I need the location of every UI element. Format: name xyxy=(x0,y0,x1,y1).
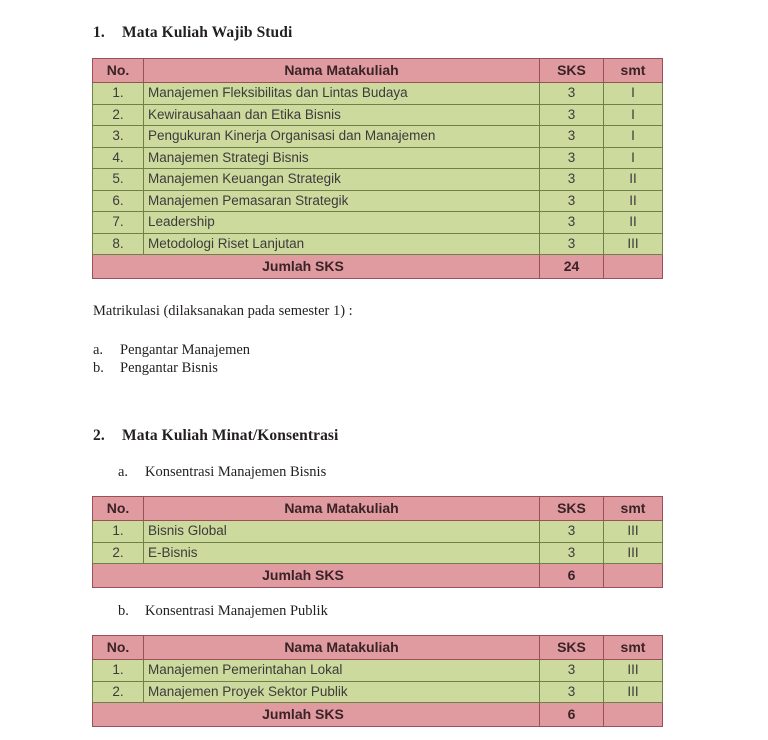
total-sks: 6 xyxy=(540,703,604,727)
cell-smt: I xyxy=(604,126,663,148)
list-marker: b. xyxy=(93,360,104,376)
subheading-konsentrasi-publik xyxy=(118,603,328,620)
cell-course-name: Manajemen Keuangan Strategik xyxy=(144,169,540,191)
col-header-no: No. xyxy=(93,59,144,83)
cell-course-name: Bisnis Global xyxy=(144,521,540,543)
col-header-sks: SKS xyxy=(540,497,604,521)
cell-smt: I xyxy=(604,147,663,169)
table-header-row xyxy=(93,497,663,521)
table-body xyxy=(93,83,663,255)
total-row xyxy=(93,255,663,279)
cell-no: 3. xyxy=(93,126,144,148)
list-marker: a. xyxy=(93,342,104,358)
table-footer xyxy=(93,564,663,588)
cell-course-name: Manajemen Pemasaran Strategik xyxy=(144,190,540,212)
cell-smt: I xyxy=(604,83,663,105)
cell-course-name: Manajemen Proyek Sektor Publik xyxy=(144,681,540,703)
table-row xyxy=(93,83,663,105)
section-number: 2. xyxy=(93,427,105,444)
sub-text: Konsentrasi Manajemen Publik xyxy=(145,603,328,619)
cell-smt: III xyxy=(604,521,663,543)
section-title: Mata Kuliah Wajib Studi xyxy=(122,24,293,41)
col-header-no: No. xyxy=(93,497,144,521)
table-row xyxy=(93,147,663,169)
cell-sks: 3 xyxy=(540,212,604,234)
cell-smt: II xyxy=(604,212,663,234)
cell-no: 1. xyxy=(93,660,144,682)
cell-smt: II xyxy=(604,190,663,212)
cell-no: 4. xyxy=(93,147,144,169)
cell-course-name: Manajemen Pemerintahan Lokal xyxy=(144,660,540,682)
list-text: Pengantar Bisnis xyxy=(120,360,218,376)
cell-no: 1. xyxy=(93,521,144,543)
cell-course-name: Metodologi Riset Lanjutan xyxy=(144,233,540,255)
cell-sks: 3 xyxy=(540,169,604,191)
total-smt xyxy=(604,703,663,727)
matriculation-item-b xyxy=(93,360,218,377)
col-header-smt: smt xyxy=(604,636,663,660)
cell-sks: 3 xyxy=(540,521,604,543)
table-body xyxy=(93,660,663,703)
col-header-smt: smt xyxy=(604,59,663,83)
total-sks: 24 xyxy=(540,255,604,279)
total-label: Jumlah SKS xyxy=(93,564,540,588)
total-row xyxy=(93,703,663,727)
section-heading-1 xyxy=(93,24,292,42)
table-row xyxy=(93,233,663,255)
col-header-sks: SKS xyxy=(540,636,604,660)
cell-no: 2. xyxy=(93,681,144,703)
cell-smt: III xyxy=(604,681,663,703)
cell-sks: 3 xyxy=(540,233,604,255)
table-footer xyxy=(93,703,663,727)
cell-course-name: Manajemen Strategi Bisnis xyxy=(144,147,540,169)
table-header-row xyxy=(93,59,663,83)
cell-smt: III xyxy=(604,542,663,564)
cell-course-name: Pengukuran Kinerja Organisasi dan Manajemen xyxy=(144,126,540,148)
cell-sks: 3 xyxy=(540,126,604,148)
total-smt xyxy=(604,564,663,588)
cell-no: 6. xyxy=(93,190,144,212)
subheading-konsentrasi-bisnis xyxy=(118,464,326,481)
table-konsentrasi-manajemen-publik xyxy=(92,635,663,727)
cell-sks: 3 xyxy=(540,681,604,703)
table-row xyxy=(93,212,663,234)
table-row xyxy=(93,660,663,682)
cell-no: 2. xyxy=(93,542,144,564)
table-konsentrasi-manajemen-bisnis xyxy=(92,496,663,588)
table-row xyxy=(93,521,663,543)
cell-course-name: Leadership xyxy=(144,212,540,234)
col-header-name: Nama Matakuliah xyxy=(144,59,540,83)
total-smt xyxy=(604,255,663,279)
total-label: Jumlah SKS xyxy=(93,703,540,727)
total-row xyxy=(93,564,663,588)
cell-no: 1. xyxy=(93,83,144,105)
cell-no: 8. xyxy=(93,233,144,255)
col-header-sks: SKS xyxy=(540,59,604,83)
section-heading-2 xyxy=(93,427,338,445)
table-header-row xyxy=(93,636,663,660)
list-text: Pengantar Manajemen xyxy=(120,342,251,358)
total-label: Jumlah SKS xyxy=(93,255,540,279)
cell-sks: 3 xyxy=(540,104,604,126)
cell-course-name: Manajemen Fleksibilitas dan Lintas Budaya xyxy=(144,83,540,105)
table-row xyxy=(93,126,663,148)
cell-sks: 3 xyxy=(540,542,604,564)
cell-sks: 3 xyxy=(540,660,604,682)
col-header-name: Nama Matakuliah xyxy=(144,497,540,521)
table-row xyxy=(93,542,663,564)
cell-smt: II xyxy=(604,169,663,191)
cell-no: 7. xyxy=(93,212,144,234)
cell-sks: 3 xyxy=(540,190,604,212)
table-row xyxy=(93,190,663,212)
col-header-no: No. xyxy=(93,636,144,660)
cell-sks: 3 xyxy=(540,147,604,169)
sub-marker: a. xyxy=(118,464,129,480)
cell-no: 5. xyxy=(93,169,144,191)
col-header-smt: smt xyxy=(604,497,663,521)
cell-course-name: Kewirausahaan dan Etika Bisnis xyxy=(144,104,540,126)
table-row xyxy=(93,104,663,126)
cell-no: 2. xyxy=(93,104,144,126)
cell-smt: III xyxy=(604,233,663,255)
section-number: 1. xyxy=(93,24,105,41)
cell-smt: III xyxy=(604,660,663,682)
sub-text: Konsentrasi Manajemen Bisnis xyxy=(145,464,327,480)
cell-smt: I xyxy=(604,104,663,126)
table-mata-kuliah-wajib xyxy=(92,58,663,279)
matriculation-intro: Matrikulasi (dilaksanakan pada semester 1) : xyxy=(93,303,353,319)
col-header-name: Nama Matakuliah xyxy=(144,636,540,660)
cell-sks: 3 xyxy=(540,83,604,105)
cell-course-name: E-Bisnis xyxy=(144,542,540,564)
table-row xyxy=(93,681,663,703)
total-sks: 6 xyxy=(540,564,604,588)
section-title: Mata Kuliah Minat/Konsentrasi xyxy=(122,427,339,444)
sub-marker: b. xyxy=(118,603,129,619)
matriculation-item-a xyxy=(93,342,250,359)
table-body xyxy=(93,521,663,564)
table-row xyxy=(93,169,663,191)
table-footer xyxy=(93,255,663,279)
